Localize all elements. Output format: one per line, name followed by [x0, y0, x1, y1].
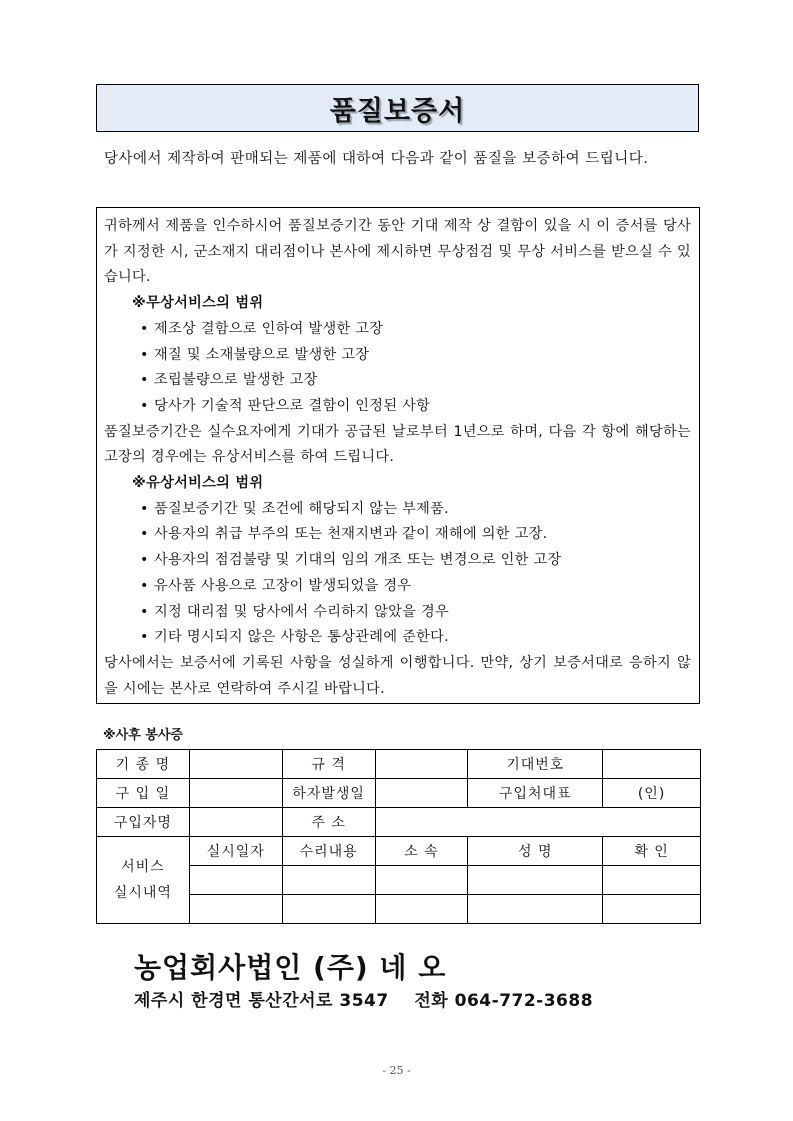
list-item: • 당사가 기술적 판단으로 결함이 인정된 사항 — [140, 394, 691, 420]
table-row — [97, 750, 701, 779]
table-row — [97, 808, 701, 837]
list-item: • 재질 및 소재불량으로 발생한 고장 — [140, 343, 691, 369]
bullet-icon: • — [140, 603, 149, 620]
col-dept: 소 속 — [375, 837, 468, 866]
company-name: 농업회사법인 (주) 네 오 — [134, 951, 447, 984]
purchase-date-label: 구 입 일 — [97, 779, 190, 808]
list-item: • 조립불량으로 발생한 고장 — [140, 368, 691, 394]
col-repair: 수리내용 — [282, 837, 375, 866]
bullet-icon: • — [140, 526, 149, 543]
col-confirm: 확 인 — [603, 837, 701, 866]
table-cell — [375, 866, 468, 895]
spec-value — [375, 750, 468, 779]
defect-date-value — [375, 779, 468, 808]
service-history-label — [97, 837, 190, 924]
buyer-value — [189, 808, 282, 837]
page-number: - 25 - — [382, 1064, 411, 1077]
table-cell — [282, 866, 375, 895]
table-cell — [603, 895, 701, 924]
address-label: 주 소 — [282, 808, 375, 837]
model-label: 기 종 명 — [97, 750, 190, 779]
bullet-icon: • — [140, 346, 149, 363]
list-item: • 유사품 사용으로 고장이 발생되었을 경우 — [140, 574, 691, 600]
bullet-icon: • — [140, 629, 149, 646]
bullet-icon: • — [140, 552, 149, 569]
seal-mark: (인) — [603, 779, 701, 808]
purchase-date-value — [189, 779, 282, 808]
free-service-list — [104, 317, 691, 420]
dealer-rep-label: 구입처대표 — [468, 779, 603, 808]
table-cell — [603, 866, 701, 895]
bullet-icon: • — [140, 500, 149, 517]
table-cell — [189, 866, 282, 895]
free-service-heading: ※무상서비스의 범위 — [132, 295, 264, 312]
spec-label: 규 격 — [282, 750, 375, 779]
warranty-paragraph-1: 귀하께서 제품을 인수하시어 품질보증기간 동안 기대 제작 상 결함이 있을 시 이 증서를 당사가 지정한 시, 군소재지 대리점이나 본사에 제시하면 무상점검 및 무상 서비스를 받으실 수 있습니다. — [104, 218, 691, 286]
warranty-paragraph-3: 당사에서는 보증서에 기록된 사항을 성실하게 이행합니다. 만약, 상기 보증서대로 응하지 않을 시에는 본사로 연락하여 주시길 바랍니다. — [104, 654, 691, 697]
col-name: 성 명 — [468, 837, 603, 866]
service-card-heading: ※사후 봉사증 — [103, 728, 183, 743]
service-history-text: 서비스 실시내역 — [113, 859, 172, 901]
table-cell — [468, 866, 603, 895]
list-item: • 사용자의 취급 부주의 또는 천재지변과 같이 재해에 의한 고장. — [140, 522, 691, 548]
paid-service-list — [104, 497, 691, 651]
defect-date-label: 하자발생일 — [282, 779, 375, 808]
table-cell — [375, 895, 468, 924]
table-cell — [282, 895, 375, 924]
table-row — [97, 779, 701, 808]
list-item: • 제조상 결함으로 인하여 발생한 고장 — [140, 317, 691, 343]
table-cell — [468, 895, 603, 924]
buyer-label: 구입자명 — [97, 808, 190, 837]
company-address: 제주시 한경면 통산간서로 3547 전화 064-772-3688 — [134, 991, 594, 1011]
list-item: • 기타 명시되지 않은 사항은 통상관례에 준한다. — [140, 625, 691, 651]
list-item: • 사용자의 점검불량 및 기대의 임의 개조 또는 변경으로 인한 고장 — [140, 548, 691, 574]
intro-text: 당사에서 제작하여 판매되는 제품에 대하여 다음과 같이 품질을 보증하여 드립니다. — [104, 151, 649, 167]
table-cell — [189, 895, 282, 924]
list-item: • 지정 대리점 및 당사에서 수리하지 않았을 경우 — [140, 600, 691, 626]
bullet-icon: • — [140, 397, 149, 414]
bullet-icon: • — [140, 320, 149, 337]
serial-label: 기대번호 — [468, 750, 603, 779]
warranty-terms-box — [96, 207, 700, 704]
col-date: 실시일자 — [189, 837, 282, 866]
page-title: 품질보증서 — [329, 95, 466, 127]
bullet-icon: • — [140, 372, 149, 389]
paid-service-heading: ※유상서비스의 범위 — [132, 475, 264, 492]
title-box — [96, 84, 699, 132]
serial-value — [603, 750, 701, 779]
list-item: • 품질보증기간 및 조건에 해당되지 않는 부제품. — [140, 497, 691, 523]
address-value — [375, 808, 700, 837]
service-card-table — [96, 749, 701, 924]
bullet-icon: • — [140, 577, 149, 594]
table-row — [97, 837, 701, 866]
warranty-paragraph-2: 품질보증기간은 실수요자에게 기대가 공급된 날로부터 1년으로 하며, 다음 각 항에 해당하는 고장의 경우에는 유상서비스를 하여 드립니다. — [104, 423, 691, 466]
model-value — [189, 750, 282, 779]
